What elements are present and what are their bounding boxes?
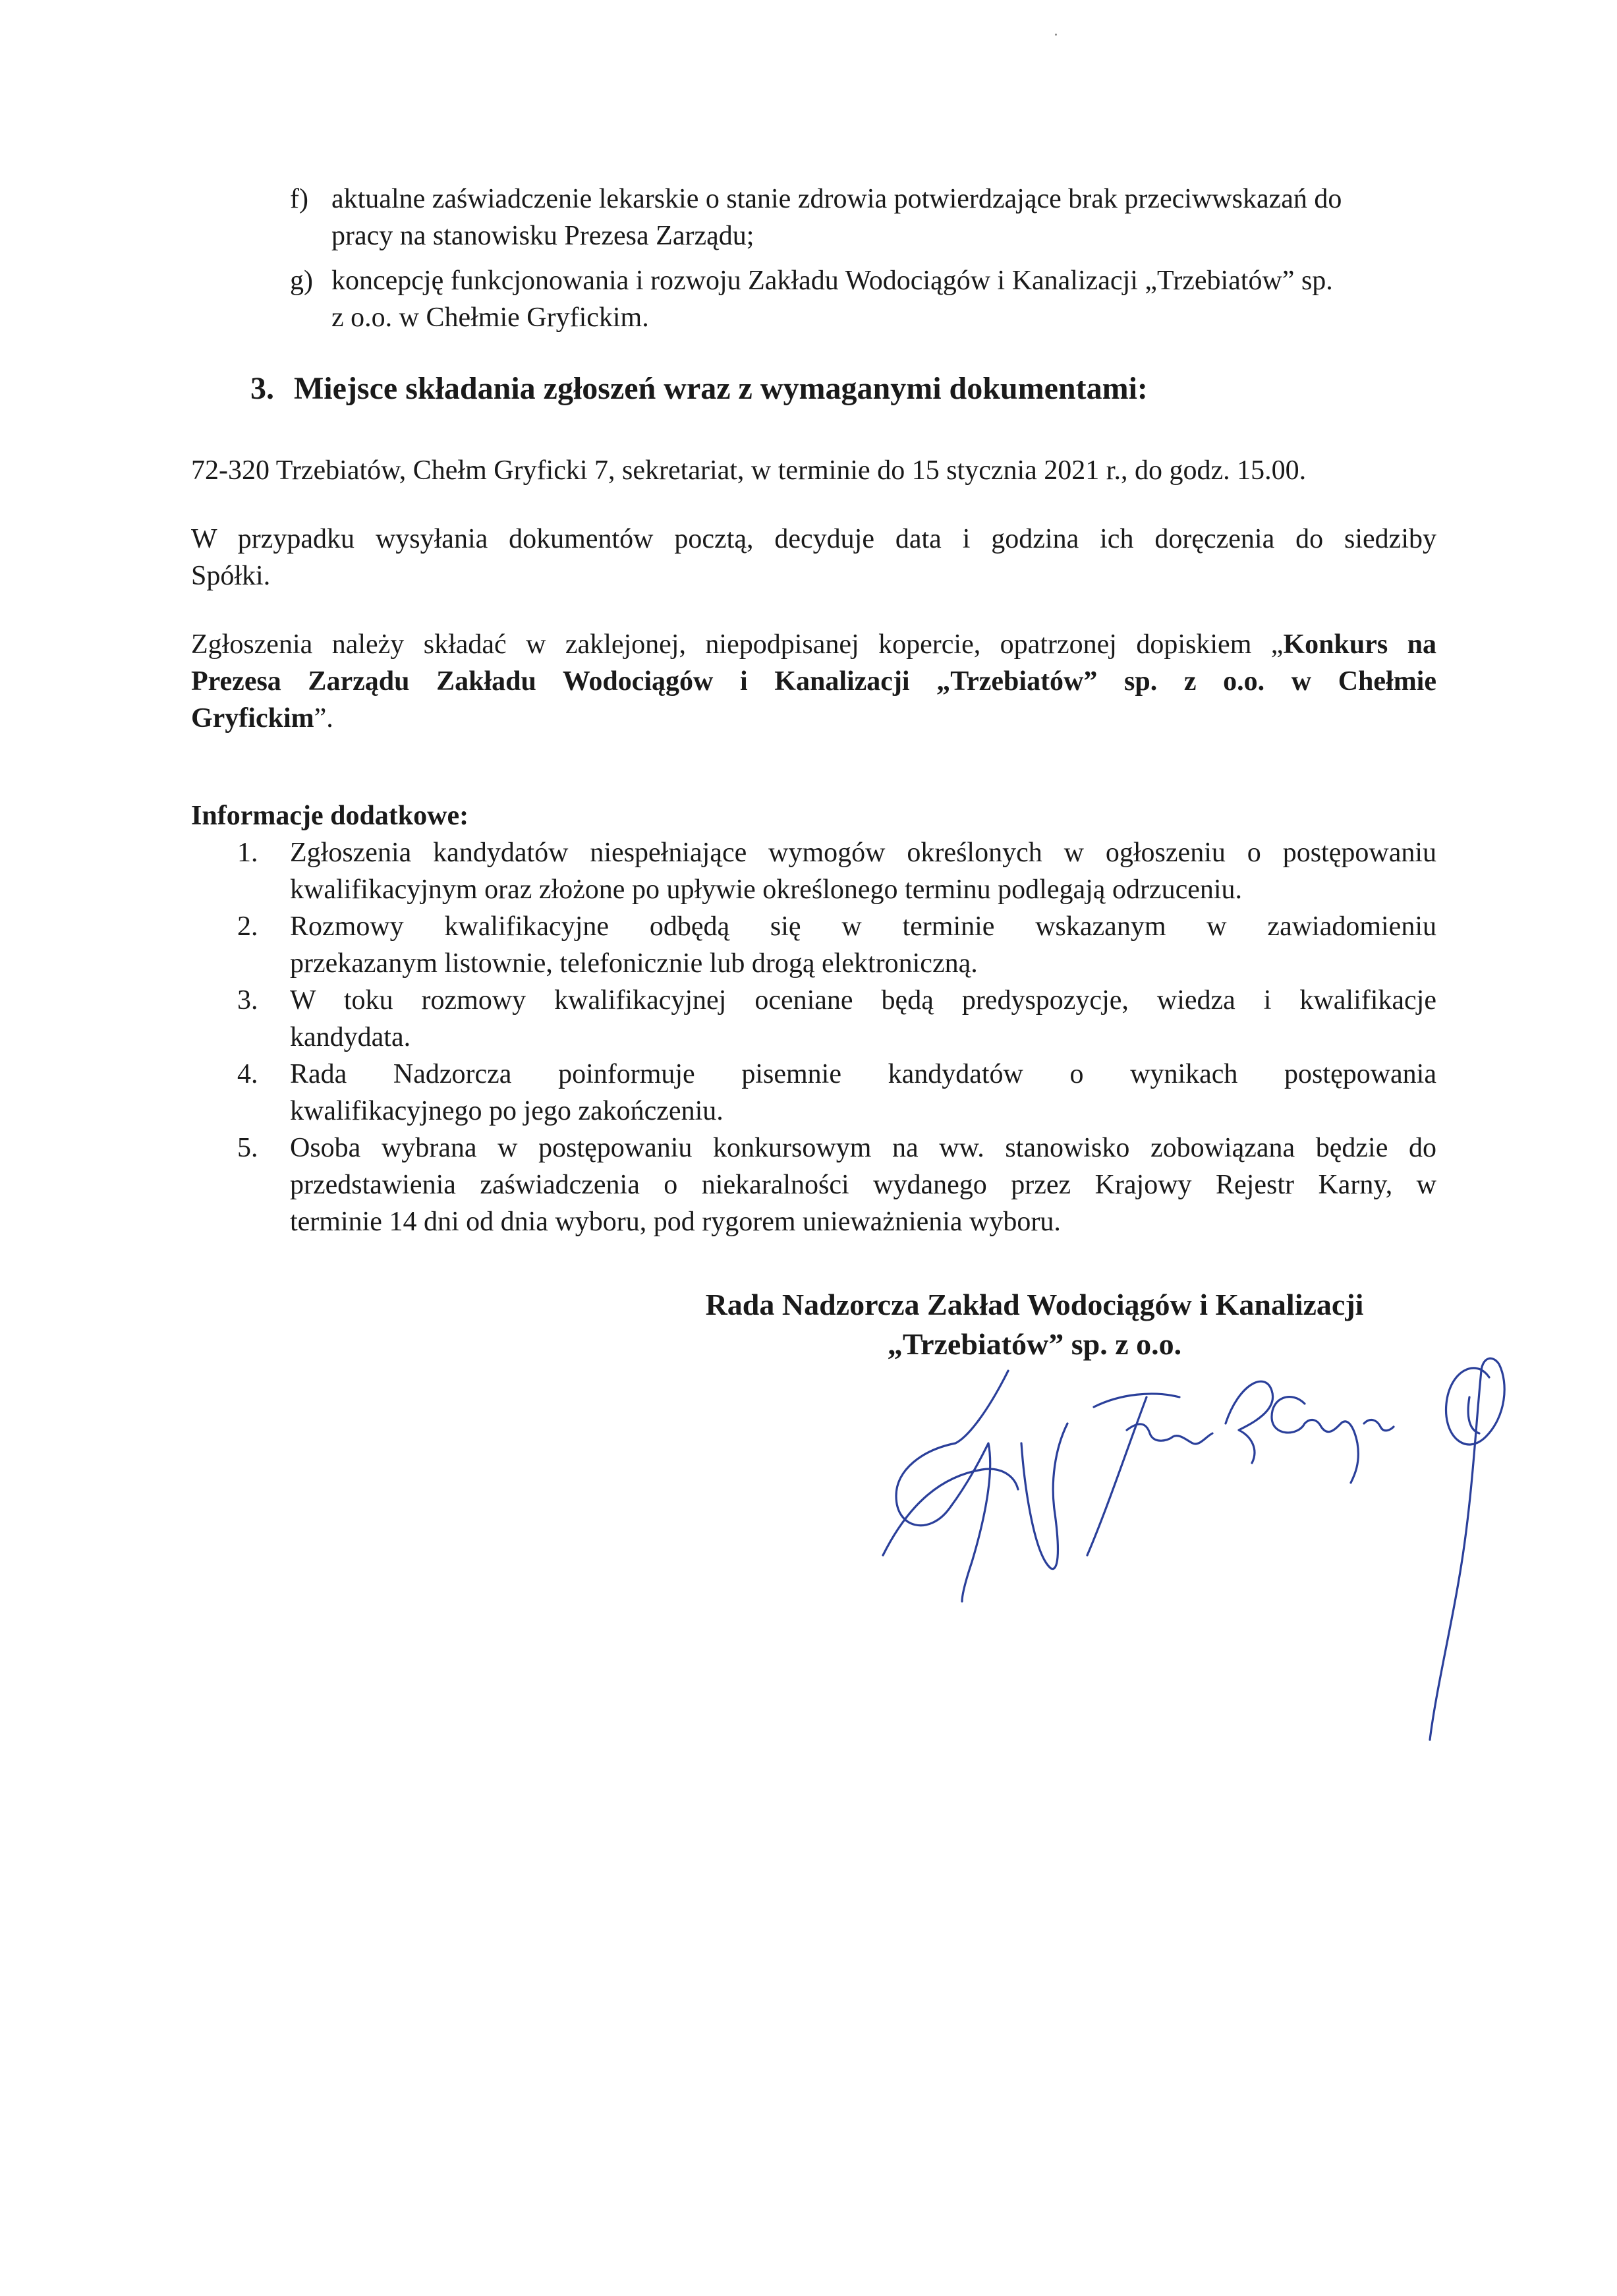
signature-4: [1272, 1397, 1358, 1483]
list-item-line: przekazanym listownie, telefonicznie lub drogą elektroniczną.: [290, 948, 978, 979]
section-heading: [250, 369, 1436, 409]
signature-4-tail: [1364, 1420, 1394, 1431]
list-marker: g): [290, 266, 313, 296]
section-title: Miejsce składania zgłoszeń wraz z wymaganymi dokumentami:: [294, 371, 1148, 406]
envelope-bold-text: Gryfickim: [191, 703, 314, 733]
signature-3-word: [1127, 1424, 1212, 1444]
post-paragraph: [191, 521, 1436, 594]
list-item-line: Rozmowy kwalifikacyjne odbędą się w terminie wskazanym w zawiadomieniu: [290, 911, 1436, 942]
signature-5: [1430, 1358, 1504, 1740]
envelope-paragraph: [191, 626, 1436, 737]
list-item-line: kandydata.: [290, 1022, 411, 1052]
list-item-line: pracy na stanowisku Prezesa Zarządu;: [331, 221, 754, 251]
list-item-g: [290, 262, 1436, 336]
list-item-line: kwalifikacyjnym oraz złożone po upływie określonego terminu podlegają odrzuceniu.: [290, 875, 1243, 905]
envelope-bold-text: Konkurs na: [1283, 629, 1436, 660]
info-heading: Informacje dodatkowe:: [191, 801, 469, 831]
signature-1-stroke: [883, 1469, 1018, 1555]
list-item-f: [290, 181, 1436, 254]
list-item-line: terminie 14 dni od dnia wyboru, pod rygorem unieważnienia wyboru.: [290, 1207, 1061, 1237]
signature-3-loop: [1226, 1381, 1273, 1463]
signature-title-line: Rada Nadzorcza Zakład Wodociągów i Kanalizacji: [705, 1288, 1364, 1321]
list-item-line: W toku rozmowy kwalifikacyjnej oceniane będą predyspozycje, wiedza i kwalifikacje: [290, 985, 1436, 1016]
list-item-line: Osoba wybrana w postępowaniu konkursowym na ww. stanowisko zobowiązana będzie do: [290, 1133, 1436, 1163]
list-marker: 2.: [237, 911, 258, 942]
list-item-line: kwalifikacyjnego po jego zakończeniu.: [290, 1096, 723, 1126]
address-paragraph: 72-320 Trzebiatów, Chełm Gryficki 7, sekretariat, w terminie do 15 stycznia 2021 r., do godz. 15.00.: [191, 455, 1307, 486]
envelope-text: Zgłoszenia należy składać w zaklejonej, niepodpisanej kopercie, opatrzonej dopiskiem „: [191, 629, 1284, 660]
signature-3: [1087, 1397, 1147, 1555]
section-number: 3.: [250, 371, 274, 406]
list-item-line: koncepcję funkcjonowania i rozwoju Zakładu Wodociągów i Kanalizacji „Trzebiatów” sp.: [331, 266, 1333, 296]
list-item-line: aktualne zaświadczenie lekarskie o stanie zdrowia potwierdzające brak przeciwwskazań do: [331, 184, 1342, 214]
signature-1: [896, 1371, 1008, 1601]
list-item-line: Rada Nadzorcza poinformuje pisemnie kandydatów o wynikach postępowania: [290, 1059, 1436, 1089]
handwritten-signatures: [857, 1344, 1548, 1766]
signature-3-top: [1094, 1394, 1179, 1407]
list-item-line: z o.o. w Chełmie Gryfickim.: [331, 302, 649, 333]
list-marker: 5.: [237, 1133, 258, 1163]
envelope-text: ”.: [314, 703, 333, 733]
envelope-bold-text: Prezesa Zarządu Zakładu Wodociągów i Kanalizacji „Trzebiatów” sp. z o.o. w Chełmie: [191, 666, 1436, 697]
paragraph-line: W przypadku wysyłania dokumentów pocztą, decyduje data i godzina ich doręczenia do siedziby: [191, 524, 1436, 554]
list-item-line: Zgłoszenia kandydatów niespełniające wymogów określonych w ogłoszeniu o postępowaniu: [290, 838, 1436, 868]
list-item-line: przedstawienia zaświadczenia o niekaralności wydanego przez Krajowy Rejestr Karny, w: [290, 1170, 1436, 1200]
list-marker: 3.: [237, 985, 258, 1016]
paragraph-line: Spółki.: [191, 561, 271, 591]
signature-2: [1021, 1423, 1067, 1569]
signature-title-line: „Trzebiatów” sp. z o.o.: [887, 1327, 1182, 1361]
list-marker: 1.: [237, 838, 258, 868]
list-marker: 4.: [237, 1059, 258, 1089]
scan-speck: [1055, 34, 1057, 36]
list-marker: f): [290, 184, 308, 214]
